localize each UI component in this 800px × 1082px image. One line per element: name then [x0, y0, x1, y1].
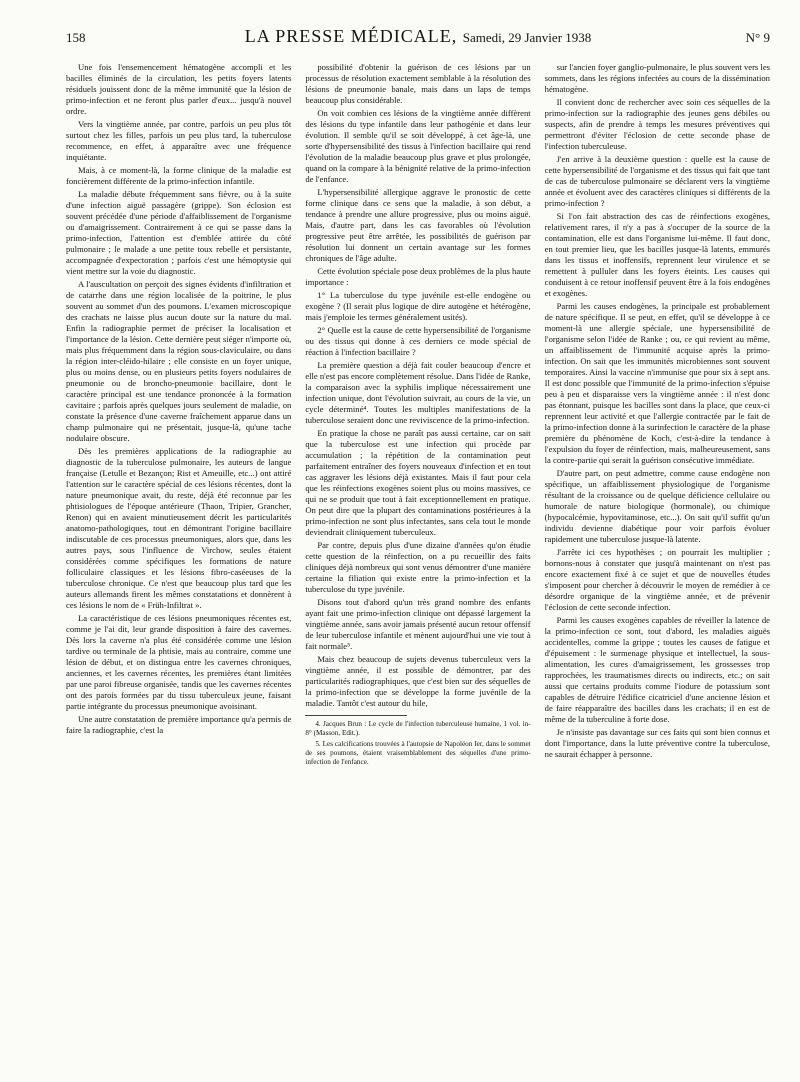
- paragraph: Dès les premières applications de la radiographie au diagnostic de la tuberculose pulmonaire, les auteurs de langue française (Letulle et Bezançon; Rist et Ameuille, etc...) ont attiré l'attention sur le caractère spécial de ces lésions récentes, dont la nature pneumonique avait, du reste, déjà été reconnue par les phtisiologues de l'époque antérieure (Thaon, Tripier, Grancher, Renon) qui en avaient minutieusement décrit les particularités anatomo-pathologiques, tout en démontrant l'origine bacillaire indiscutable de ces processus pneumoniques, alors que, dans les autres pays, sous l'influence de Virchow, seules étaient considérées comme spécifiques les formations de nature folliculaire classiques et les lésions fibro-caséeuses de la tuberculose chronique. Ce n'est que beaucoup plus tard que les auteurs allemands firent les mêmes constatations et donnèrent à ces lésions le nom de « Früh-Infiltrat ».: [66, 446, 292, 610]
- paragraph: La première question a déjà fait couler beaucoup d'encre et elle n'est pas encore complètement résolue. Dans l'idée de Ranke, la comparaison avec la syphilis implique nécessairement une infection unique, dont l'évolution suivrait, au cours de la vie, un cycle déterminé⁴. Toutes les multiples manifestations de la tuberculose seraient donc une reviviscence de la primo-infection.: [305, 360, 531, 425]
- footnote-divider: [305, 715, 406, 716]
- issue-date: Samedi, 29 Janvier 1938: [462, 30, 592, 45]
- paragraph: J'arrête ici ces hypothèses ; on pourrait les multiplier ; bornons-nous à constater que jusqu'à maintenant on n'est pas encore exactement fixé à ce sujet et que de nouvelles études s'imposent pour chercher à découvrir le moyen de remédier à ce désordre organique de la vingtième année, et de prévenir l'éclosion de cette seconde infection.: [544, 547, 770, 612]
- journal-title-line: [66, 26, 770, 47]
- paragraph: Cette évolution spéciale pose deux problèmes de la plus haute importance :: [305, 266, 531, 287]
- paragraph: Mais chez beaucoup de sujets devenus tuberculeux vers la vingtième année, il est possible de démontrer, par des particularités radiographiques, que c'est bien sur des séquelles de la primo-infection que se développe la forme juvénile de la maladie. Tantôt c'est autour du hile,: [305, 654, 531, 708]
- paragraph: Si l'on fait abstraction des cas de réinfections exogènes, relativement rares, il n'y a pas à s'occuper de la source de la contamination, elle est dans l'organisme lui-même. Il faut donc, en tout premier lieu, que les bacilles jusque-là latents, emmurés dans les tissus et inoffensifs, reprennent leur virulence et se remettent à pulluler dans les foyers éteints. Les causes qui conduisent à ce retour inoffensif peuvent être à la fois endogènes et exogènes.: [544, 211, 770, 298]
- paragraph: D'autre part, on peut admettre, comme cause endogène non spécifique, un affaiblissement physiologique de l'organisme résultant de la croissance ou de quelque déficience cellulaire ou humorale de nature biologique (hormonale), ou chimique (hypocalcémie, hypovitaminose, etc...). On sait qu'il suffit qu'un individu devienne diabétique pour voir parfois évoluer rapidement une tuberculose jusque-là latente.: [544, 468, 770, 544]
- footnote: 5. Les calcifications trouvées à l'autopsie de Napoléon Ier, dans le sommet de ses poumons, étaient vraisemblablement des séquelles d'une primo-infection de l'enfance.: [305, 740, 531, 766]
- paragraph: Vers la vingtième année, par contre, parfois un peu plus tôt surtout chez les filles, parfois un peu plus tard, la tuberculose recommence, en effet, à apparaître avec une fréquence inquiétante.: [66, 119, 292, 162]
- paragraph: En pratique la chose ne paraît pas aussi certaine, car on sait que la tuberculose est une infection qui procède par accumulation ; la répétition de la contamination peut parfaitement entraîner des foyers nouveaux d'infection et en tout cas aggraver les lésions déjà existantes. Mais il faut pour cela que les réinfections exogènes soient plus ou moins massives, ce qui ne se produit que tout à fait exceptionnellement en pratique. On peut dire que la plupart des contaminations postérieures à la primo-infection ne sont plus infectantes, sans cela tout le monde deviendrait cliniquement tuberculeux.: [305, 428, 531, 537]
- page-header: [66, 26, 770, 56]
- paragraph: 2° Quelle est la cause de cette hypersensibilité de l'organisme ou des tissus qui donne à ces derniers ce mode spécial de réaction à l'infection bacillaire ?: [305, 325, 531, 357]
- paragraph: Parmi les causes endogènes, la principale est probablement de nature spécifique. Il se peut, en effet, qu'il se développe à ce moment-là une allergie spéciale, une hypersensibilité de l'organisme selon l'idée de Ranke ; ou, ce qui revient au même, un affaiblissement de l'immunité acquise après la primo-infection. On sait que les immunités microbiennes sont souvent temporaires. Ainsi la vaccine n'immunise que pour six à sept ans. Il est donc possible que l'immunité de la primo-infection s'épuise peu à peu et disparaisse vers la vingtième année : il n'est donc pas étonnant, puisque les bacilles sont dans la place, que ceux-ci reprennent leur activité et que l'allergie contractée par le fait de la primo-infection donne à la surinfection le caractère de la phase première du phénomène de Koch, c'est-à-dire la tendance à l'expulsion du foyer de réinfection, mais, malheureusement, sans la contre-partie qui serait la guérison consécutive immédiate.: [544, 301, 770, 465]
- column-1: [66, 62, 291, 1064]
- paragraph: Une autre constatation de première importance qu'a permis de faire la radiographie, c'est la: [66, 714, 292, 735]
- page-number: 158: [66, 30, 86, 45]
- paragraph: La maladie débute fréquemment sans fièvre, ou à la suite d'une infection aiguë passagère (grippe). Son éclosion est souvent précédée d'une période d'affaiblissement de l'organisme ou d'amaigrissement. Contrairement à ce qui se passe dans la primo-infection, l'attention est d'emblée attirée du côté pulmonaire ; le malade a une petite toux rebelle et persistante, accompagnée d'expectoration ; parfois c'est une hémoptysie qui vient mettre sur la voie du diagnostic.: [66, 189, 292, 276]
- paragraph: Je n'insiste pas davantage sur ces faits qui sont bien connus et dont l'importance, dans la lutte préventive contre la tuberculose, ne saurait échapper à personne.: [544, 727, 770, 759]
- paragraph: Par contre, depuis plus d'une dizaine d'années qu'on étudie cette question de la réinfection, on a pu recueillir des faits cliniques déjà nombreux qui sont venus démontrer d'une manière certaine la filiation qui existe entre la primo-infection et la tuberculose du type juvénile.: [305, 540, 531, 594]
- paragraph: possibilité d'obtenir la guérison de ces lésions par un processus de résolution exactement semblable à la résolution des lésions de pneumonie banale, mais dans un laps de temps beaucoup plus considérable.: [305, 62, 531, 105]
- paragraph: Une fois l'ensemencement hématogène accompli et les bacilles éliminés de la circulation, les petits foyers latents résiduels jouissent donc de la même immunité que la lésion de primo-infection et ne feront plus parler d'eux... jusqu'à nouvel ordre.: [66, 62, 292, 116]
- column-3: [545, 62, 770, 1064]
- paragraph: L'hypersensibilité allergique aggrave le pronostic de cette forme clinique dans ce sens que la maladie, à son début, a tendance à prendre une allure progressive, plus ou moins aiguë. Mais, d'autre part, dans les cas favorables où l'évolution progressive peut être arrêtée, les possibilités de guérison par résolution lui donnent un certain avantage sur les formes chroniques de l'âge adulte.: [305, 187, 531, 263]
- paragraph: Disons tout d'abord qu'un très grand nombre des enfants ayant fait une primo-infection clinique ont dépassé largement la vingtième année, sans avoir jamais présenté aucun retour offensif de leur tuberculose infantile et mènent aujourd'hui une vie tout à fait normale⁵.: [305, 597, 531, 651]
- paragraph: A l'auscultation on perçoit des signes évidents d'infiltration et de catarrhe dans une région localisée de la poitrine, le plus souvent au sommet d'un des poumons. L'examen microscopique des crachats ne laisse plus aucun doute sur la nature du mal. Enfin la radiographie permet de préciser la localisation et l'importance de la lésion. Cette dernière peut siéger n'importe où, mais plus fréquemment dans la région sous-claviculaire, ou dans la région inter-cléido-hilaire ; elle consiste en un foyer unique, plus ou moins dense, ou en plusieurs petits foyers nodulaires de pneumonie ou de broncho-pneumonie bacillaire, dont le caractère principal est une tendance prononcée à la formation cavitaire ; parfois après quelques jours seulement de maladie, on constate la présence d'une caverne fraîchement apparue dans un champ pulmonaire qui ne présentait, jusque-là, qu'une tache nodulaire obscure.: [66, 279, 292, 443]
- journal-name: LA PRESSE MÉDICALE,: [244, 26, 458, 46]
- column-2: [305, 62, 530, 1064]
- paragraph: On voit combien ces lésions de la vingtième année diffèrent des lésions du type infantile dans leur pathogénie et dans leur évolution. Il semble qu'il se soit développé, à cet âge-là, une sorte d'hypersensibilité des tissus à l'infection bacillaire qui rend l'évolution de la maladie beaucoup plus grave et plus prolongée, quand on la compare à la bénignité relative de la primo-infection de l'enfance.: [305, 108, 531, 184]
- paragraph: sur l'ancien foyer ganglio-pulmonaire, le plus souvent vers les sommets, dans les régions infectées au cours de la dissémination hématogène.: [544, 62, 770, 94]
- footnote: 4. Jacques Brun : Le cycle de l'infection tuberculeuse humaine, 1 vol. in-8° (Masson, Edit.).: [305, 720, 531, 737]
- paragraph: La caractéristique de ces lésions pneumoniques récentes est, comme je l'ai dit, leur grande disposition à faire des cavernes. Dès lors la caverne n'a plus été considérée comme une lésion tardive ou terminale de la phtisie, mais au contraire, comme une lésion de début, et on distingua entre les cavernes chroniques, anciennes, et les cavernes récentes, les premières étant limitées par une paroi fibreuse organisée, tandis que les cavernes récentes ont des parois formées par du tissu tuberculeux jeune, faisant partie intégrante du processus pneumonique avoisinant.: [66, 613, 292, 711]
- paragraph: 1° La tuberculose du type juvénile est-elle endogène ou exogène ? (Il serait plus logique de dire autogène et hétérogène, mais j'emploie les termes généralement usités).: [305, 290, 531, 322]
- paragraph: Il convient donc de rechercher avec soin ces séquelles de la primo-infection sur la radiographie des jeunes gens débiles ou suspects, afin de prendre à temps les mesures préventives qui permettront d'éviter l'éclosion de cette seconde phase de l'infection tuberculeuse.: [544, 97, 770, 151]
- paragraph: Parmi les causes exogènes capables de réveiller la latence de la primo-infection ce sont, tout d'abord, les maladies aiguës accidentelles, comme la grippe ; toutes les causes de fatigue et d'épuisement : le surmenage physique et intellectuel, la sous-alimentation, les cures d'amaigrissement, les grossesses trop rapprochées, les traumatismes directs ou indirects, etc.; on sait aussi que certains produits comme l'iodure de potassium sont capables de détruire l'édifice cicatriciel d'une ancienne lésion et de faire réapparaître des bacilles dans les crachats; il en est de même de la tuberculine à forte dose.: [544, 615, 770, 724]
- issue-number: N° 9: [745, 30, 770, 45]
- article-columns: [66, 62, 770, 1064]
- paragraph: Mais, à ce moment-là, la forme clinique de la maladie est foncièrement différente de la primo-infection infantile.: [66, 165, 292, 186]
- paragraph: J'en arrive à la deuxième question : quelle est la cause de cette hypersensibilité de l'organisme et des tissus qui fait que tant de cas de tuberculose pulmonaire se déclarent vers la vingtième année et évoluent avec des caractères cliniques si différents de la primo-infection ?: [544, 154, 770, 208]
